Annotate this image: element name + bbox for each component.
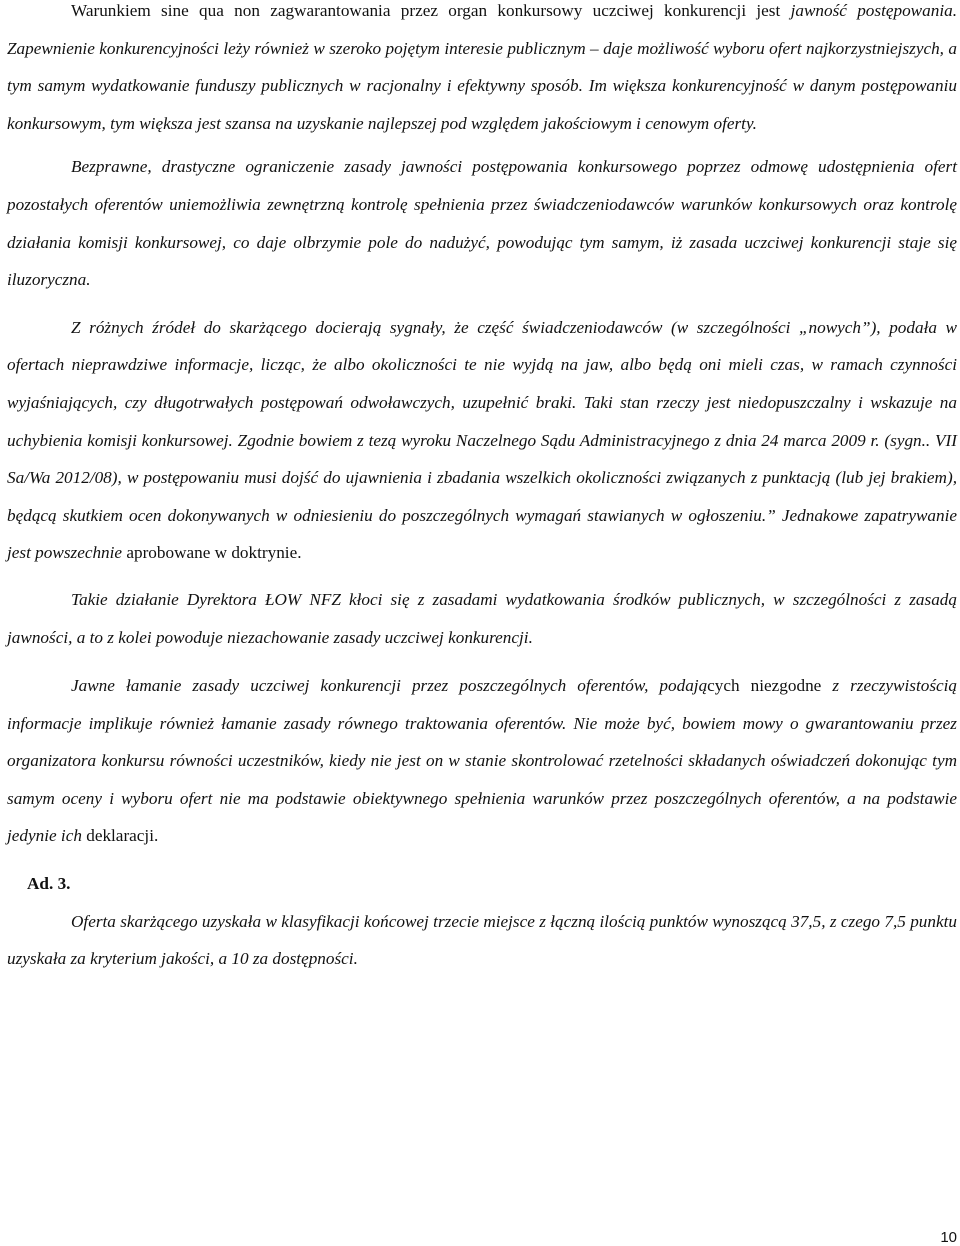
paragraph-false-information [7, 309, 957, 572]
paragraph-director-action [7, 581, 957, 656]
paragraph-text: Z różnych źródeł do skarżącego docierają sygnały, że część świadczeniodawców (w szczególności „nowych”), podała w ofertach nieprawdziwe informacje, licząc, że albo okoliczności te nie wyjdą na jaw, albo będą oni mieli czas, w ramach czynności wyjaśniających, czy długotrwałych postępowań odwoławczych, uzupełnić braki. Taki stan rzeczy jest niedopuszczalny i wskazuje na uchybienia komisji konkursowej. Zgodnie bowiem z tezą wyroku Naczelnego Sądu Administracyjnego z dnia 24 marca 2009 r. (sygn.. VII Sa/Wa 2012/08), w postępowaniu musi dojść do ujawnienia i zbadania wszelkich okoliczności związanych z punktacją (lub jej brakiem), będącą skutkiem ocen dokonywanych w odniesieniu do poszczególnych wymagań stawianych w ogłoszeniu.” Jednakowe zapatrywanie jest powszechnie [7, 317, 957, 563]
paragraph-fair-competition [7, 0, 957, 142]
section-heading-ad-3: Ad. 3. [27, 874, 71, 894]
paragraph-text: z rzeczywistością informacje implikuje również łamanie zasady równego traktowania oferentów. Nie może być, bowiem mowy o gwarantowaniu przez organizatora konkursu równości uczestników, kiedy nie jest on w stanie skontrolować rzetelności składanych oświadczeń dokonując tym samym oceny i wyboru ofert nie ma podstawie obiektywnego spełnienia warunków przez poszczególnych oferentów, a na podstawie jedynie ich [7, 676, 958, 846]
paragraph-text: cych niezgodne [707, 676, 822, 696]
paragraph-text: aprobowane w doktrynie. [126, 543, 302, 563]
paragraph-text: Takie działanie Dyrektora ŁOW NFZ kłoci się z zasadami wydatkowania środków publicznych, w szczególności z zasadą jawności, a to z kolei powoduje niezachowanie zasady uczciwej konkurencji. [7, 589, 957, 647]
paragraph-text: jawność postępowania. Zapewnienie konkurencyjności leży również w szeroko pojętym interesie publicznym – daje możliwość wyboru ofert najkorzystniejszych, a tym samym wydatkowanie funduszy publicznych w racjonalny i efektywny sposób. Im większa konkurencyjność w danym postępowaniu konkursowym, tym większa jest szansa na uzyskanie najlepszej pod względem jakościowym i cenowym oferty. [7, 1, 957, 133]
paragraph-equal-treatment [7, 667, 957, 855]
paragraph-text: Jawne łamanie zasady uczciwej konkurencji przez poszczególnych oferentów, podają [71, 676, 708, 696]
paragraph-text: Bezprawne, drastyczne ograniczenie zasady jawności postępowania konkursowego poprzez odmowę udostępnienia ofert pozostałych oferentów uniemożliwia zewnętrzną kontrolę spełnienia przez świadczeniodawców warunków konkursowych oraz kontrolę działania komisji konkursowej, co daje olbrzymie pole do nadużyć, powodując tym samym, iż zasada uczciwej konkurencji staje się iluzoryczna. [7, 157, 957, 290]
page-number: 10 [940, 1229, 957, 1246]
paragraph-text: deklaracji. [86, 826, 159, 846]
document-page [7, 0, 957, 978]
paragraph-text: Warunkiem sine qua non zagwarantowania przez organ konkursowy uczciwej konkurencji jest [71, 1, 781, 20]
paragraph-offer-score [7, 903, 957, 978]
paragraph-text: Oferta skarżącego uzyskała w klasyfikacji końcowej trzecie miejsce z łączną ilością punktów wynoszącą 37,5, z czego 7,5 punktu uzyskała za kryterium jakości, a 10 za dostępności. [7, 911, 957, 969]
paragraph-transparency-restriction [7, 148, 957, 298]
